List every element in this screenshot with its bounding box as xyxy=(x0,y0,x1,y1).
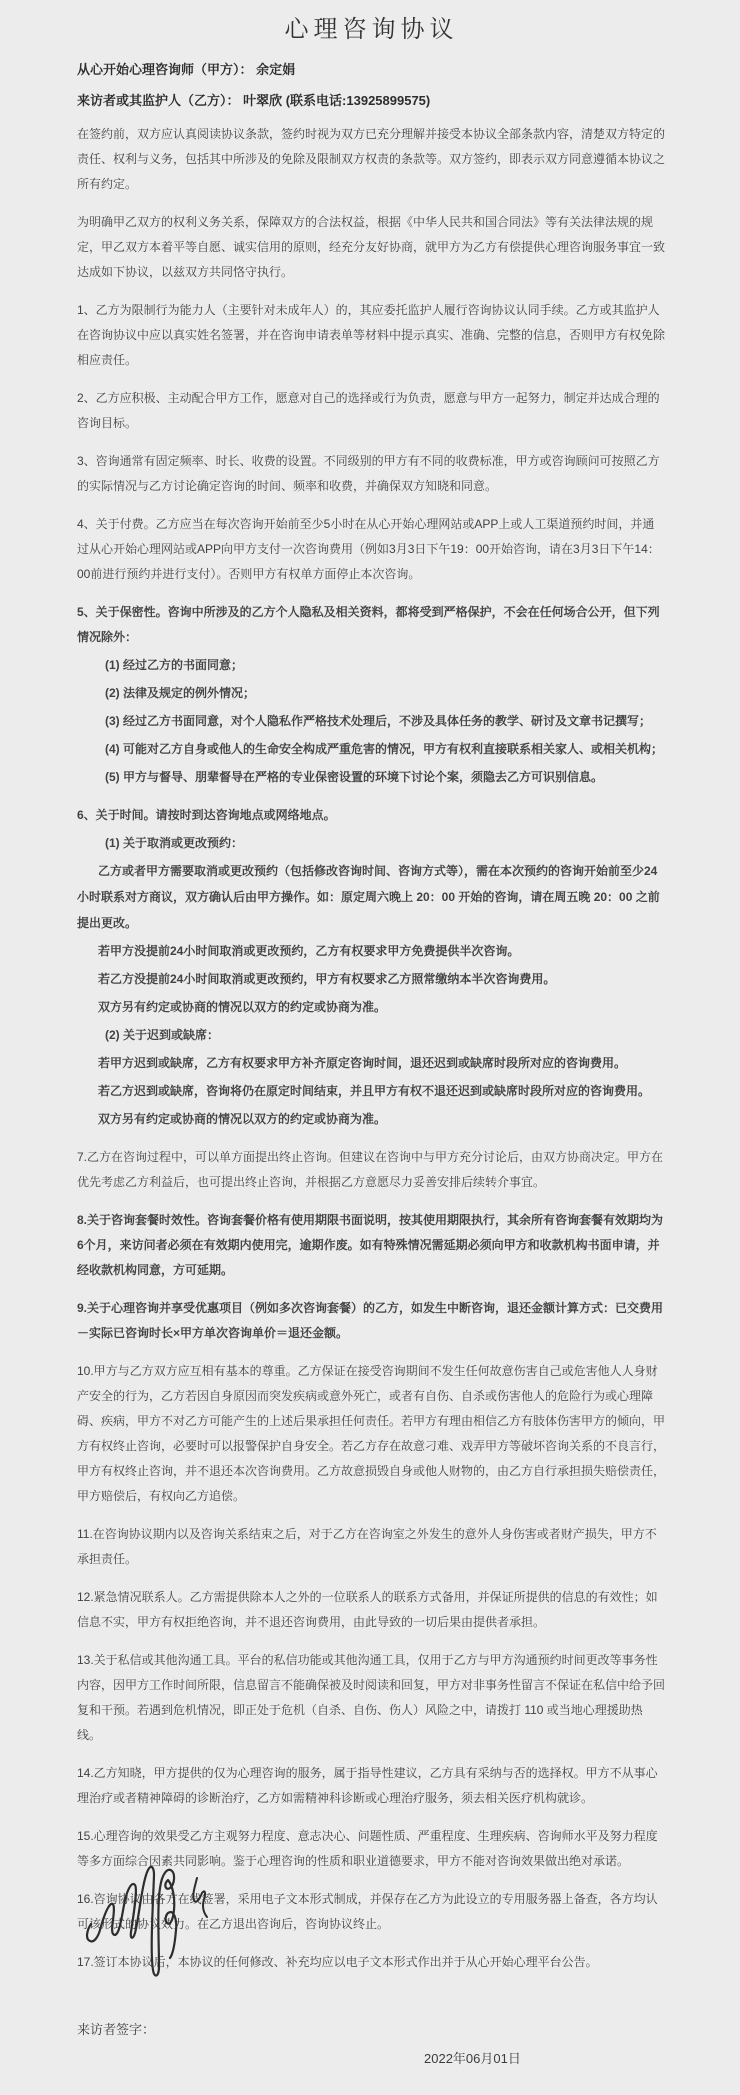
document-date: 2022年06月01日 xyxy=(424,2051,521,2066)
clause-5-item-4: (4) 可能对乙方自身或他人的生命安全构成严重危害的情况，甲方有权利直接联系相关家人、或相关机构； xyxy=(105,742,664,756)
clause-17: 17.签订本协议后，本协议的任何修改、补充均应以电子文本形式作出并于从心开始心理平台公告。 xyxy=(77,1955,598,1969)
clause-5: 5、关于保密性。咨询中所涉及的乙方个人隐私及相关资料，都将受到严格保护，不会在任何场合公开，但下列情况除外： xyxy=(77,605,660,644)
intro-paragraph-1: 在签约前，双方应认真阅读协议条款，签约时视为双方已充分理解并接受本协议全部条款内容，清楚双方特定的责任、权利与义务，包括其中所涉及的免除及限制双方权责的条款等。双方签约，即表示双方同意遵循本协议之所有约定。 xyxy=(77,127,666,191)
clause-6: 6、关于时间。请按时到达咨询地点或网络地点。 xyxy=(77,808,336,822)
clause-13: 13.关于私信或其他沟通工具。平台的私信功能或其他沟通工具，仅用于乙方与甲方沟通预约时间更改等事务性内容，因甲方工作时间所限，信息留言不能确保被及时阅读和回复，甲方对非事务性留言不保证在私信中给予回复和干预。若遇到危机情况，即正处于危机（自杀、自伤、伤人）风险之中，请拨打 110 或当地心理援助热线。 xyxy=(77,1653,666,1742)
clause-11: 11.在咨询协议期内以及咨询关系结束之后，对于乙方在咨询室之外发生的意外人身伤害或者财产损失，甲方不承担责任。 xyxy=(77,1527,657,1566)
party-b-line: 来访者或其监护人（乙方）： 叶翠欣 (联系电话:13925899575) xyxy=(77,93,431,108)
clause-12: 12.紧急情况联系人。乙方需提供除本人之外的一位联系人的联系方式备用，并保证所提供的信息的有效性；如信息不实，甲方有权拒绝咨询，并不退还咨询费用，由此导致的一切后果由提供者承担。 xyxy=(77,1590,658,1629)
clause-6-item-2-detail-2: 若乙方迟到或缺席，咨询将仍在原定时间结束，并且甲方有权不退还迟到或缺席时段所对应的咨询费用。 xyxy=(98,1084,651,1098)
clause-5-item-1: (1) 经过乙方的书面同意； xyxy=(105,658,244,672)
clause-10: 10.甲方与乙方双方应互相有基本的尊重。乙方保证在接受咨询期间不发生任何故意伤害自己或危害他人人身财产安全的行为，乙方若因自身原因而突发疾病或意外死亡，或者有自伤、自杀或伤害他人的危险行为或心理障碍、疾病，甲方不对乙方可能产生的上述后果承担任何责任。若甲方有理由相信乙方有肢体伤害甲方的倾向，甲方有权终止咨询，必要时可以报警保护自身安全。若乙方存在故意刁难、戏弄甲方等破坏咨询关系的不良言行，甲方有权终止咨询，并不退还本次咨询费用。乙方故意损毁自身或他人财物的，由乙方自行承担损失赔偿责任，甲方赔偿后，有权向乙方追偿。 xyxy=(77,1364,666,1503)
clause-5-item-3: (3) 经过乙方书面同意，对个人隐私作严格技术处理后，不涉及具体任务的教学、研讨及文章书记撰写； xyxy=(105,714,652,728)
signature-label: 来访者签字： xyxy=(77,2022,156,2037)
intro-paragraph-2: 为明确甲乙双方的权利义务关系，保障双方的合法权益，根据《中华人民共和国合同法》等有关法律法规的规定，甲乙双方本着平等自愿、诚实信用的原则，经充分友好协商，就甲方为乙方有偿提供心理咨询服务事宜一致达成如下协议，以兹双方共同恪守执行。 xyxy=(77,215,666,279)
clause-6-item-1-detail-1: 乙方或者甲方需要取消或更改预约（包括修改咨询时间、咨询方式等），需在本次预约的咨询开始前至少24小时联系对方商议，双方确认后由甲方操作。如：原定周六晚上 20：00 开始的咨询，请在周五晚 20：00 之前提出更改。 xyxy=(77,864,660,930)
party-a-line: 从心开始心理咨询师（甲方）： 余定娟 xyxy=(77,62,296,77)
clause-8: 8.关于咨询套餐时效性。咨询套餐价格有使用期限书面说明，按其使用期限执行，其余所有咨询套餐有效期均为6个月，来访问者必须在有效期内使用完，逾期作废。如有特殊情况需延期必须向甲方和收款机构书面申请，并经收款机构同意，方可延期。 xyxy=(77,1213,664,1277)
clause-6-item-2: (2) 关于迟到或缺席： xyxy=(105,1028,220,1042)
clause-9: 9.关于心理咨询并享受优惠项目（例如多次咨询套餐）的乙方，如发生中断咨询，退还金额计算方式：已交费用－实际已咨询时长×甲方单次咨询单价＝退还金额。 xyxy=(77,1301,664,1340)
clause-1: 1、乙方为限制行为能力人（主要针对未成年人）的，其应委托监护人履行咨询协议认同手续。乙方或其监护人在咨询协议中应以真实姓名签署，并在咨询申请表单等材料中提示真实、准确、完整的信息，否则甲方有权免除相应责任。 xyxy=(77,303,666,367)
signature-scribble xyxy=(84,1860,214,1988)
clause-6-item-1-detail-4: 双方另有约定或协商的情况以双方的约定或协商为准。 xyxy=(98,1000,387,1014)
clause-14: 14.乙方知晓，甲方提供的仅为心理咨询的服务，属于指导性建议，乙方具有采纳与否的选择权。甲方不从事心理治疗或者精神障碍的诊断治疗，乙方如需精神科诊断或心理治疗服务，须去相关医疗机构就诊。 xyxy=(77,1766,658,1805)
clause-6-item-1: (1) 关于取消或更改预约： xyxy=(105,836,244,850)
clause-6-item-1-detail-2: 若甲方没提前24小时间取消或更改预约，乙方有权要求甲方免费提供半次咨询。 xyxy=(98,944,520,958)
clause-16: 16.咨询协议由各方在线签署，采用电子文本形式制成，并保存在乙方为此设立的专用服务器上备查，各方均认可该形式的协议效力。在乙方退出咨询后，咨询协议终止。 xyxy=(77,1892,658,1931)
clause-2: 2、乙方应积极、主动配合甲方工作，愿意对自己的选择或行为负责，愿意与甲方一起努力，制定并达成合理的咨询目标。 xyxy=(77,391,660,430)
clause-7: 7.乙方在咨询过程中，可以单方面提出终止咨询。但建议在咨询中与甲方充分讨论后，由双方协商决定。甲方在优先考虑乙方利益后，也可提出终止咨询，并根据乙方意愿尽力妥善安排后续转介事宜。 xyxy=(77,1150,664,1189)
clause-5-item-5: (5) 甲方与督导、朋辈督导在严格的专业保密设置的环境下讨论个案，须隐去乙方可识别信息。 xyxy=(105,770,604,784)
clause-3: 3、咨询通常有固定频率、时长、收费的设置。不同级别的甲方有不同的收费标准，甲方或咨询顾问可按照乙方的实际情况与乙方讨论确定咨询的时间、频率和收费，并确保双方知晓和同意。 xyxy=(77,454,660,493)
clause-5-item-2: (2) 法律及规定的例外情况； xyxy=(105,686,256,700)
clause-6-item-1-detail-3: 若乙方没提前24小时间取消或更改预约，甲方有权要求乙方照常缴纳本半次咨询费用。 xyxy=(98,972,556,986)
page-title: 心理咨询协议 xyxy=(284,16,459,43)
clause-15: 15.心理咨询的效果受乙方主观努力程度、意志决心、问题性质、严重程度、生理疾病、咨询师水平及努力程度等多方面综合因素共同影响。鉴于心理咨询的性质和职业道德要求，甲方不能对咨询效果做出绝对承诺。 xyxy=(77,1829,658,1868)
clause-4: 4、关于付费。乙方应当在每次咨询开始前至少5小时在从心开始心理网站或APP上或人工渠道预约时间，并通过从心开始心理网站或APP向甲方支付一次咨询费用（例如3月3日下午19：00开始咨询，请在3月3日下午14：00前进行预约并进行支付）。否则甲方有权单方面停止本次咨询。 xyxy=(77,517,660,581)
clause-6-item-2-detail-1: 若甲方迟到或缺席，乙方有权要求甲方补齐原定咨询时间，退还迟到或缺席时段所对应的咨询费用。 xyxy=(98,1056,627,1070)
clause-6-item-2-detail-3: 双方另有约定或协商的情况以双方的约定或协商为准。 xyxy=(98,1112,387,1126)
